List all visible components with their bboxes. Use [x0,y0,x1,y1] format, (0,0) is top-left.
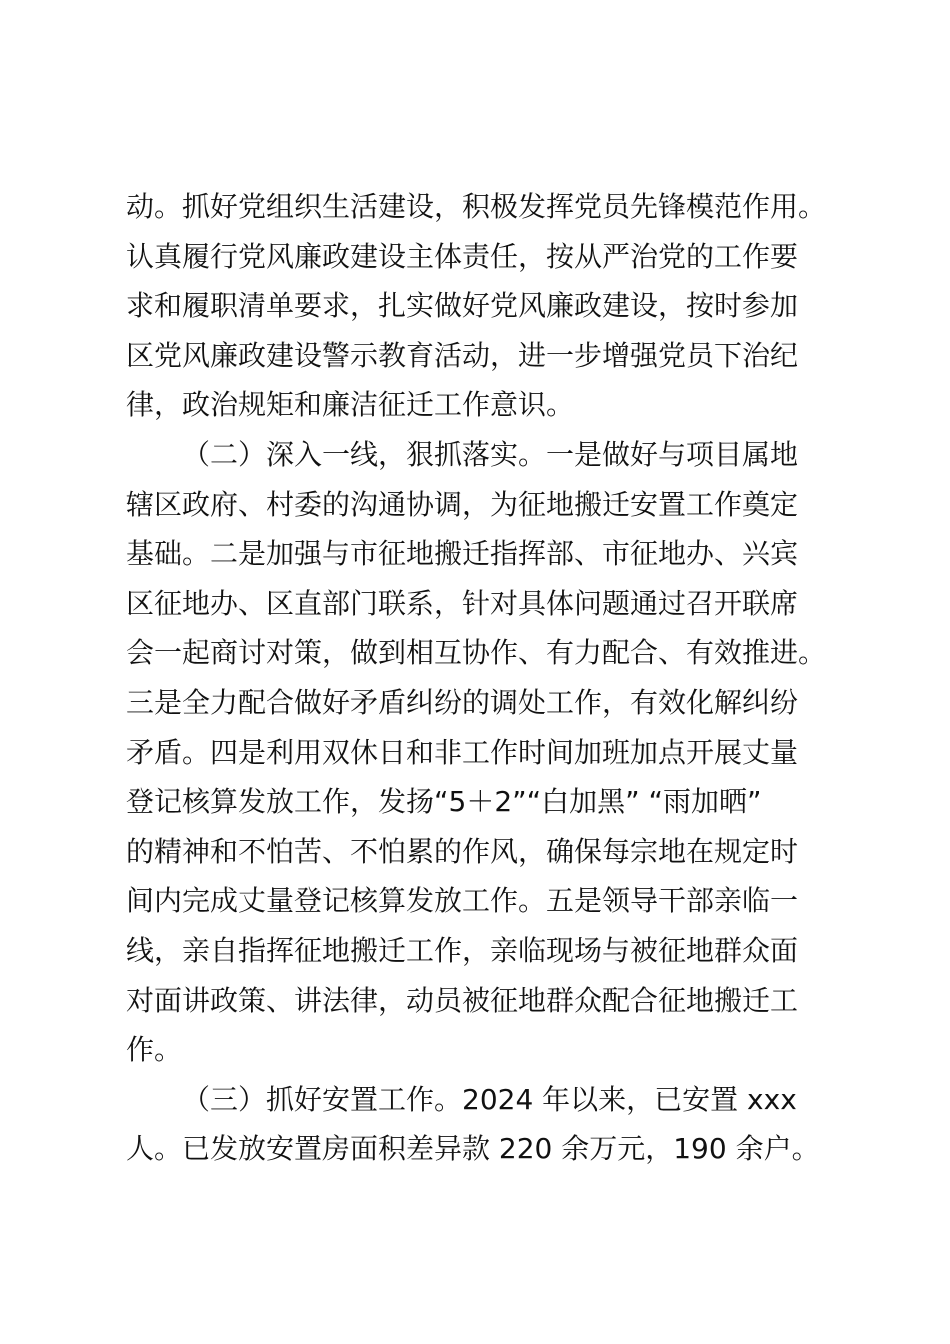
paragraph-party-building [126,182,838,430]
text-line: 作。 [126,1033,183,1067]
document-body [126,182,838,1174]
section-two-heading-line: （二）深入一线，狠抓落实。一是做好与项目属地 [182,437,799,471]
text-line: 的精神和不怕苦、不怕累的作风，确保每宗地在规定时 [126,834,799,868]
text-line: 认真履行党风廉政建设主体责任，按从严治党的工作要 [126,239,799,273]
paragraph-section-three [126,1075,838,1174]
text-line: 间内完成丈量登记核算发放工作。五是领导干部亲临一 [126,884,799,918]
text-line: 辖区政府、村委的沟通协调，为征地搬迁安置工作奠定 [126,487,799,521]
text-line: 人。已发放安置房面积差异款 220 余万元，190 余户。 [126,1132,820,1166]
text-line: 求和履职清单要求，扎实做好党风廉政建设，按时参加 [126,289,799,323]
text-line: 对面讲政策、讲法律，动员被征地群众配合征地搬迁工 [126,983,799,1017]
text-line: 动。抓好党组织生活建设，积极发挥党员先锋模范作用。 [126,190,827,223]
text-line: 区征地办、区直部门联系，针对具体问题通过召开联席 [126,586,799,620]
text-line: 律，政治规矩和廉洁征迁工作意识。 [126,388,575,422]
text-line: 会一起商讨对策，做到相互协作、有力配合、有效推进。 [126,636,827,670]
text-line: 矛盾。四是利用双休日和非工作时间加班加点开展丈量 [126,735,799,769]
text-line: 线，亲自指挥征地搬迁工作，亲临现场与被征地群众面 [126,933,799,967]
paragraph-section-two [126,430,838,1075]
text-line: 三是全力配合做好矛盾纠纷的调处工作，有效化解纠纷 [126,685,799,719]
text-line: 区党风廉政建设警示教育活动，进一步增强党员下治纪 [126,338,799,372]
text-line: 登记核算发放工作，发扬“5＋2”“白加黑” “雨加晒” [126,785,762,819]
text-line: 基础。二是加强与市征地搬迁指挥部、市征地办、兴宾 [126,537,799,571]
section-three-heading-line: （三）抓好安置工作。2024 年以来，已安置 xxx [182,1082,797,1116]
